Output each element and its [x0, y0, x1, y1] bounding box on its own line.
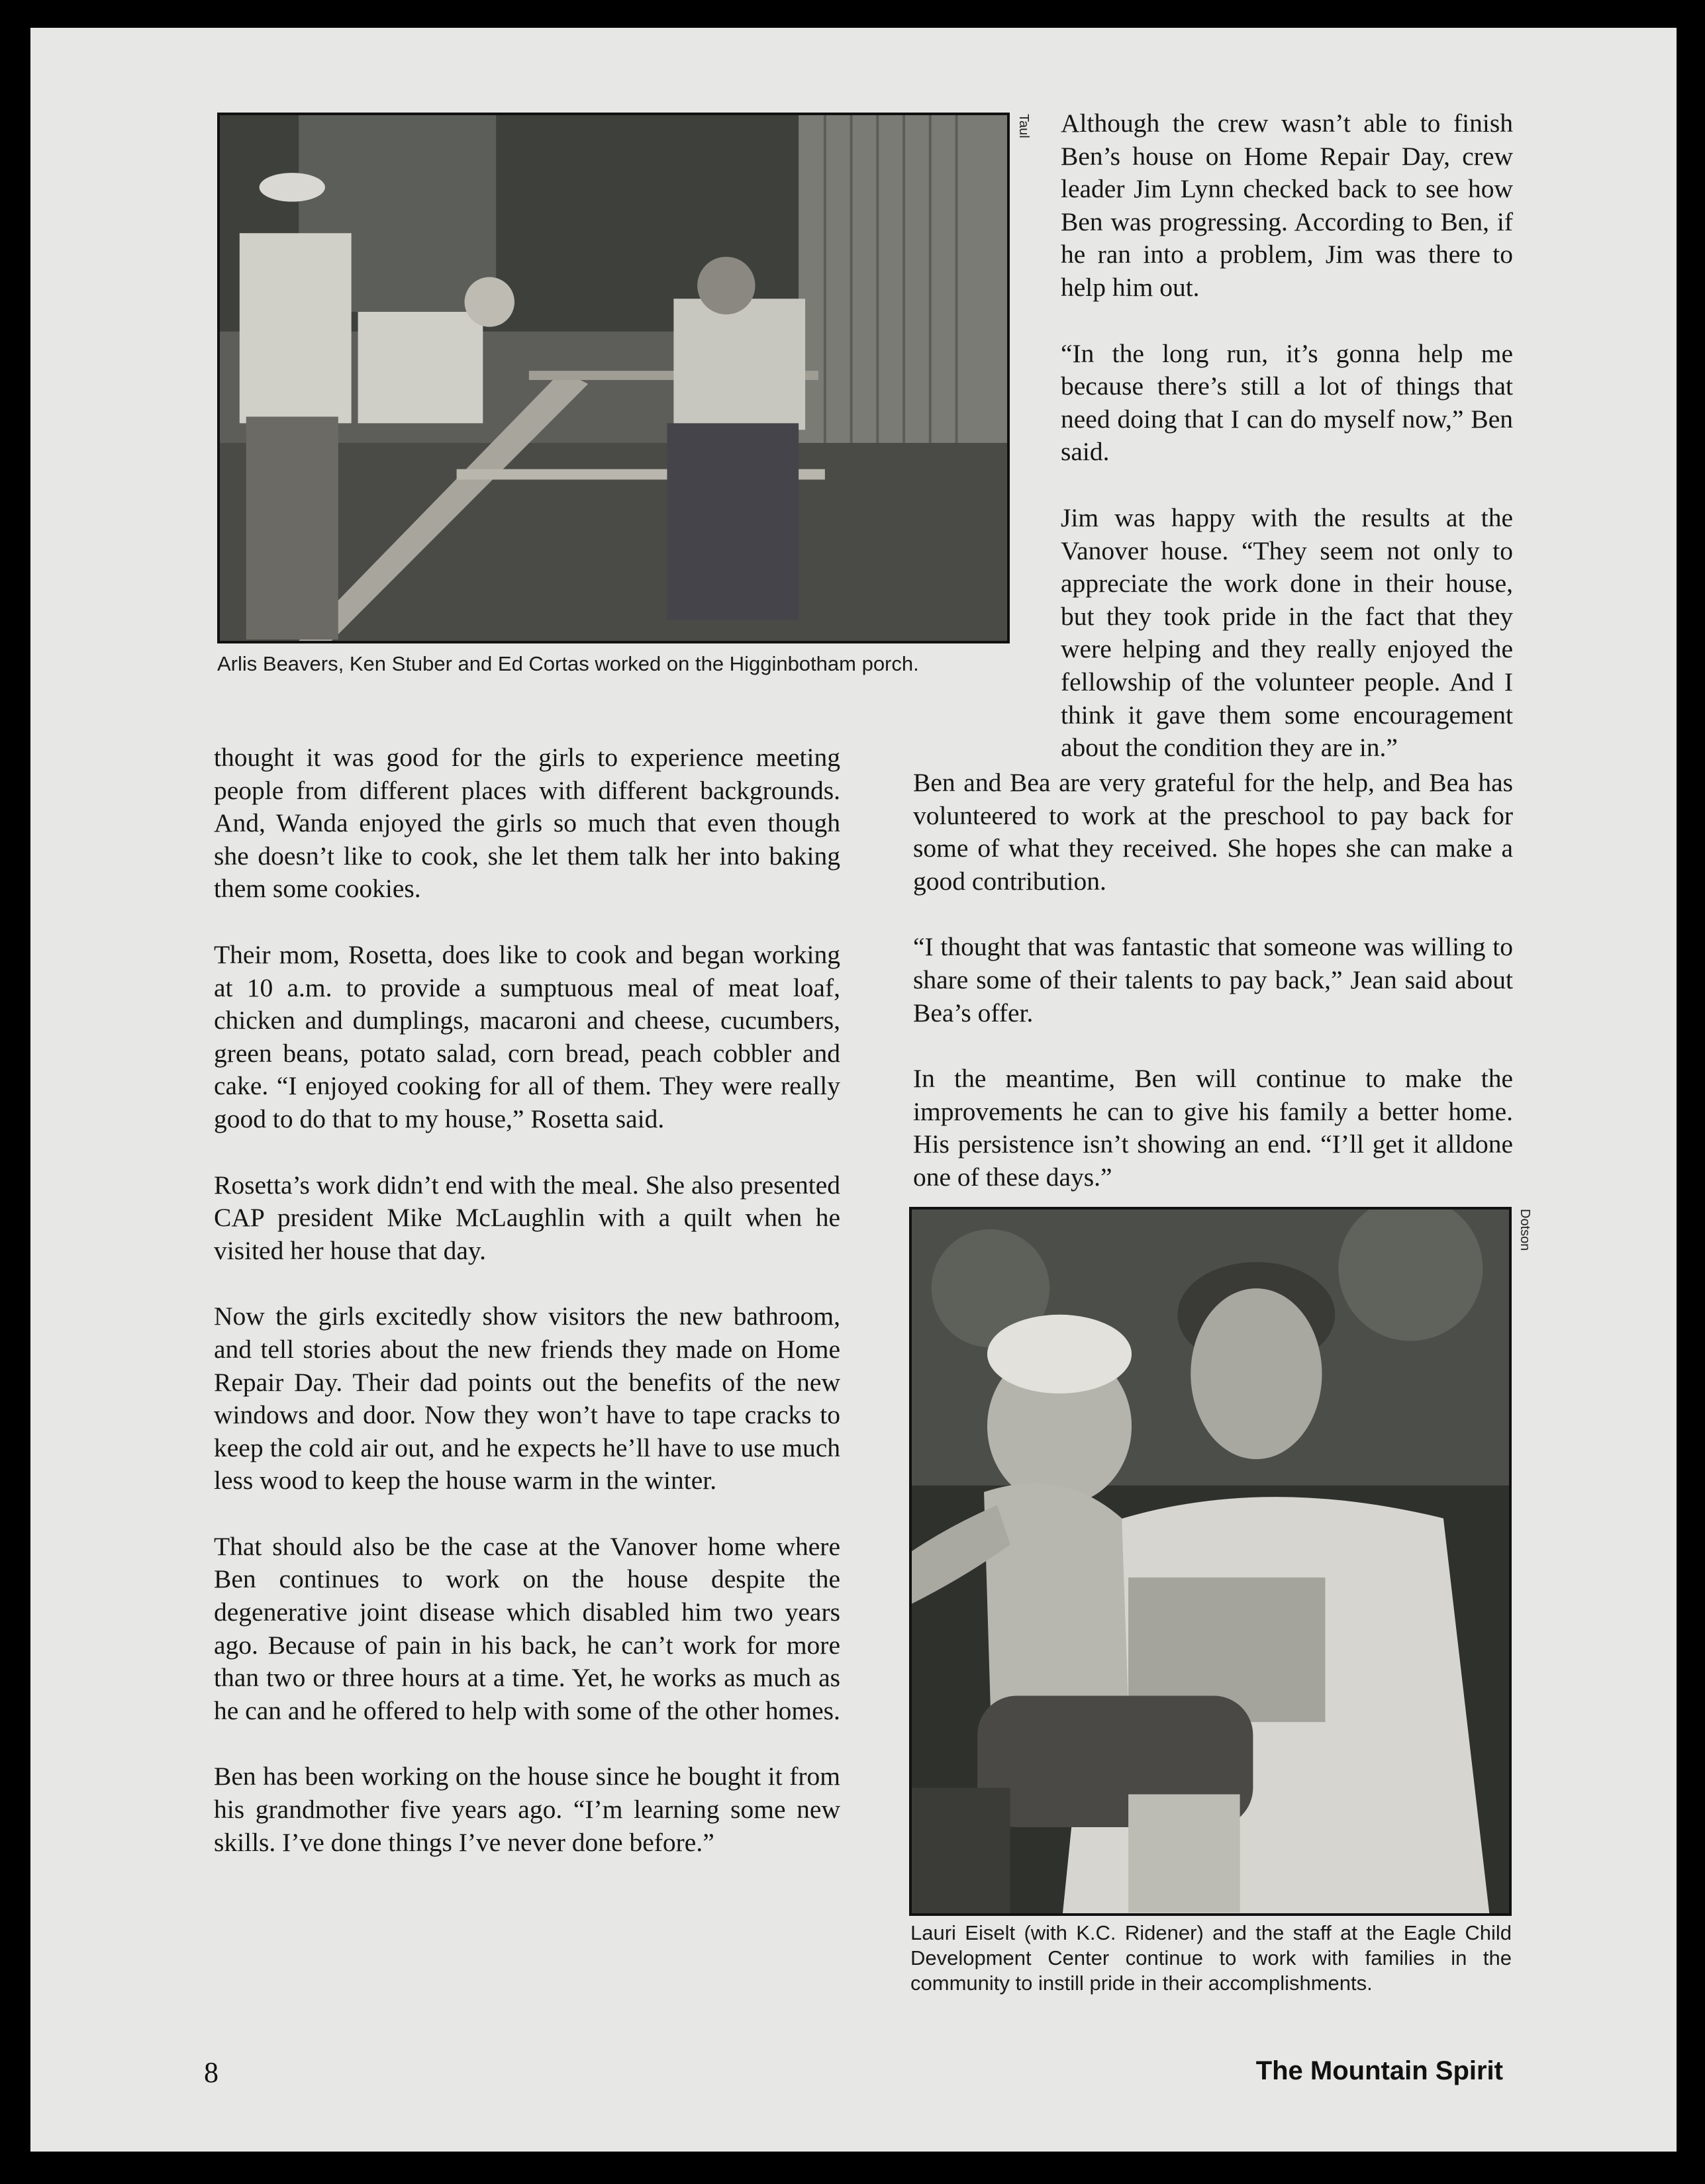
- right-column-top: [1061, 107, 1513, 765]
- paragraph: Ben and Bea are very grateful for the help, and Bea has volunteered to work at the preschool to pay back for some of what they received. She hopes she can make a good contribution.: [913, 768, 1513, 896]
- paragraph: “In the long run, it’s gonna help me because there’s still a lot of things that need doing that I can do myself now,” Ben said.: [1061, 338, 1513, 467]
- photo-credit-bottom: Dotson: [1518, 1209, 1532, 1251]
- porch-photo: [217, 113, 1010, 643]
- photo-porch-construction-icon: [220, 115, 1007, 641]
- right-column-middle: [913, 767, 1513, 1194]
- paragraph: Jim was happy with the results at the Vanover house. “They seem not only to appreciate the work done in their house, but they took pride in the fact that they were helping and they really enjoyed the fellowship of the volunteer people. And I think it gave them some encouragement about the condition they are in.”: [1061, 502, 1513, 763]
- photo-credit-top: Taul: [1016, 114, 1031, 138]
- porch-photo-caption: Arlis Beavers, Ken Stuber and Ed Cortas worked on the Higginbotham porch.: [217, 652, 919, 675]
- magazine-page: [30, 28, 1677, 2152]
- paragraph: Ben has been working on the house since he bought it from his grandmother five years ago. “I’m learning some new skills. I’ve done things I’ve never done before.”: [214, 1762, 840, 1857]
- daycare-photo-caption: Lauri Eiselt (with K.C. Ridener) and the staff at the Eagle Child Development Center continue to work with families in the community to instill pride in their accomplishments.: [910, 1921, 1512, 1995]
- paragraph: Although the crew wasn’t able to finish Ben’s house on Home Repair Day, crew leader Jim Lynn checked back to see how Ben was progressing. According to Ben, if he ran into a problem, Jim was there to help him out.: [1061, 109, 1513, 302]
- left-column: [214, 741, 840, 1859]
- paragraph: Rosetta’s work didn’t end with the meal. She also presented CAP president Mike McLaughlin with a quilt when he visited her house that day.: [214, 1170, 840, 1265]
- photo-woman-holding-child-icon: [912, 1210, 1509, 1913]
- daycare-photo: [909, 1207, 1512, 1916]
- paragraph: Now the girls excitedly show visitors the new bathroom, and tell stories about the new friends they made on Home Repair Day. Their dad points out the benefits of the new windows and door. Now they won’t have to tape cracks to keep the cold air out, and he expects he’ll have to use much less wood to keep the house warm in the winter.: [214, 1302, 840, 1496]
- paragraph: That should also be the case at the Vanover home where Ben continues to work on the house despite the degenerative joint disease which disabled him two years ago. Because of pain in his back, he can’t work for more than two or three hours at a time. Yet, he works as much as he can and he offered to help with some of the other homes.: [214, 1531, 840, 1725]
- paragraph: In the meantime, Ben will continue to make the improvements he can to give his family a better home. His persistence isn’t showing an end. “I’ll get it alldone one of these days.”: [913, 1064, 1513, 1192]
- paragraph: Their mom, Rosetta, does like to cook and began working at 10 a.m. to provide a sumptuous meal of meat loaf, chicken and dumplings, macaroni and cheese, cucumbers, green beans, potato salad, corn bread, peach cobbler and cake. “I enjoyed cooking for all of them. They were really good to do that to my house,” Rosetta said.: [214, 939, 840, 1133]
- paragraph: “I thought that was fantastic that someone was willing to share some of their talents to pay back,” Jean said about Bea’s offer.: [913, 932, 1513, 1027]
- publication-name: The Mountain Spirit: [1255, 2056, 1503, 2085]
- paragraph: thought it was good for the girls to experience meeting people from different places with different backgrounds. And, Wanda enjoyed the girls so much that even though she doesn’t like to cook, she let them talk her into baking them some cookies.: [214, 743, 840, 904]
- page-number: 8: [204, 2056, 219, 2089]
